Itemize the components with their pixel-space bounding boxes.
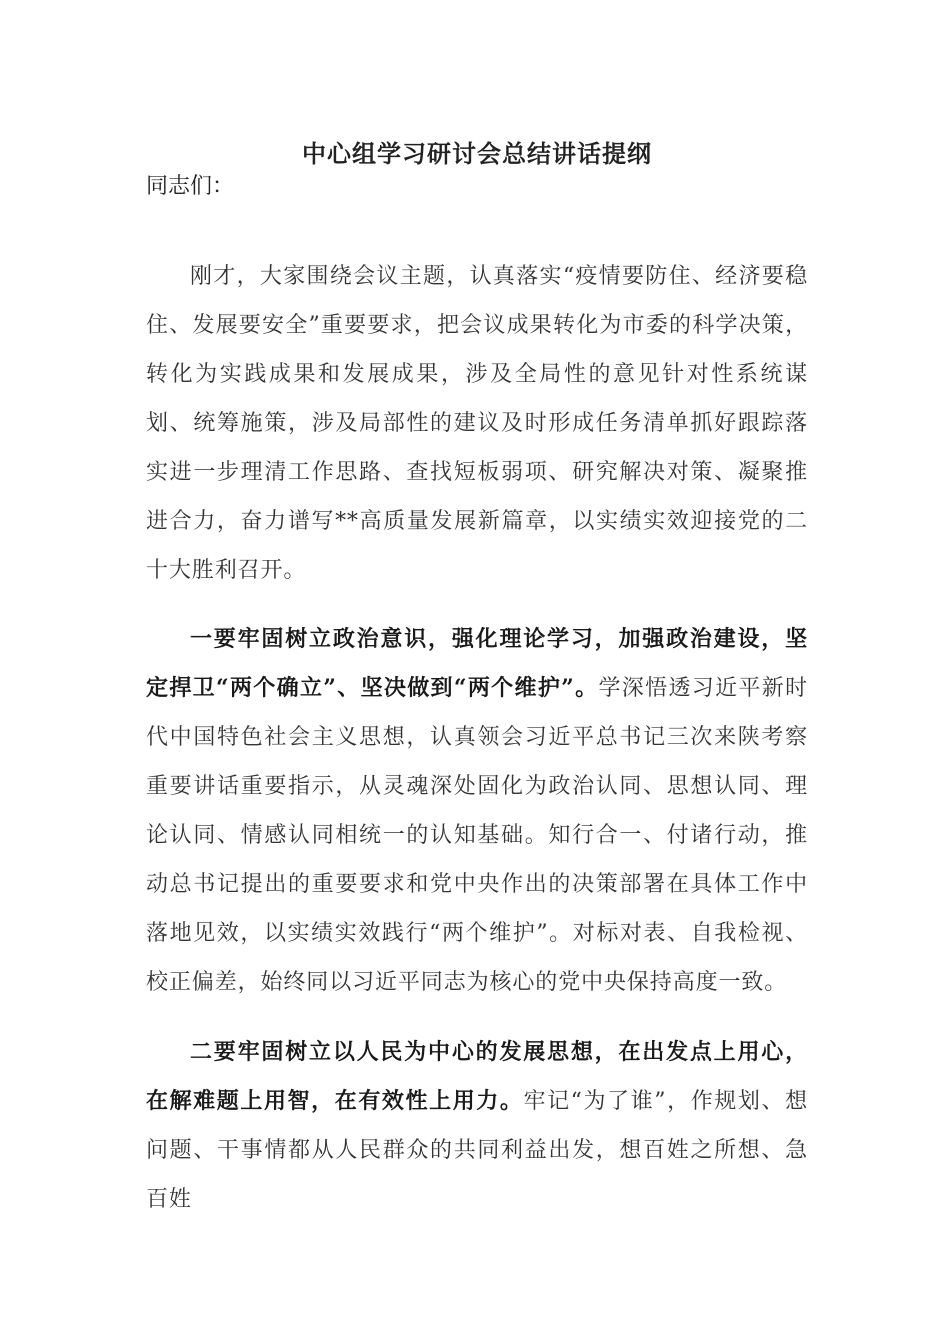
paragraph-point-one-text: 学深悟透习近平新时代中国特色社会主义思想，认真领会习近平总书记三次来陕考察重要讲话重要指示，从灵魂深处固化为政治认同、思想认同、理论认同、情感认同相统一的认知基础。知行合一、付诸行动，推动总书记提出的重要要求和党中央作出的决策部署在具体工作中落地见效，以实绩实效践行“两个维护”。对标对表、自我检视、校正偏差，始终同以习近平同志为核心的党中央保持高度一致。 xyxy=(146,676,808,995)
paragraph-point-two-text: 牢记“为了谁”，作规划、想问题、干事情都从人民群众的共同利益出发，想百姓之所想、急百姓 xyxy=(146,1089,808,1212)
salutation: 同志们： xyxy=(146,174,235,199)
paragraph-intro-text: 刚才，大家围绕会议主题，认真落实“疫情要防住、经济要稳住、发展要安全”重要要求，把会议成果转化为市委的科学决策，转化为实践成果和发展成果，涉及全局性的意见针对性系统谋划、统筹施策，涉及局部性的建议及时形成任务清单抓好跟踪落实进一步理清工作思路、查找短板弱项、研究解决对策、凝聚推进合力，奋力谱写**高质量发展新篇章，以实绩实效迎接党的二十大胜利召开。 xyxy=(146,264,808,583)
paragraph-intro xyxy=(146,252,808,595)
paragraph-point-one-heading: 一要牢固树立政治意识，强化理论学习，加强政治建设，坚定捍卫“两个确立”、坚决做到“两个维护”。 xyxy=(146,626,808,701)
paragraph-point-one xyxy=(146,615,808,1007)
paragraph-point-two-heading: 二要牢固树立以人民为中心的发展思想，在出发点上用心，在解难题上用智，在有效性上用力。 xyxy=(146,1039,808,1114)
document-page xyxy=(146,0,808,1344)
document-title: 中心组学习研讨会总结讲话提纲 xyxy=(302,139,652,168)
paragraph-point-two xyxy=(146,1028,808,1224)
